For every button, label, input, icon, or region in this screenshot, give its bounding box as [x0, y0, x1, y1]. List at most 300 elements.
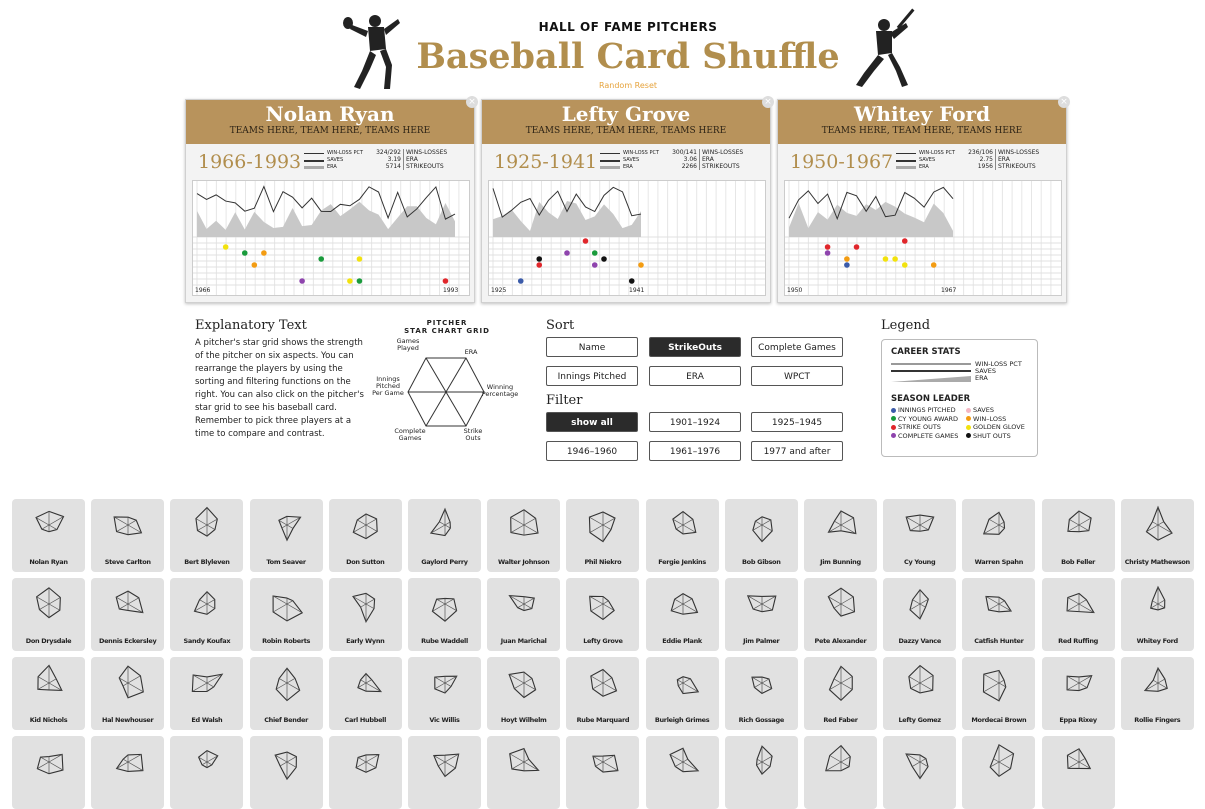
pitcher-name: Don Sutton — [346, 558, 385, 566]
pitcher-star-tile[interactable] — [329, 657, 402, 730]
chart-mark — [629, 278, 635, 284]
chart-mark — [844, 256, 850, 262]
pitcher-star-tile[interactable] — [170, 578, 243, 651]
star-grid-icon — [821, 584, 861, 624]
pitcher-star-tile[interactable] — [1042, 499, 1115, 572]
chart-mark — [592, 262, 598, 268]
card-label-wl: WINS-LOSSES — [702, 149, 744, 156]
pitcher-star-tile[interactable] — [1042, 578, 1115, 651]
star-grid-icon — [29, 505, 69, 545]
pitcher-star-tile[interactable] — [1042, 657, 1115, 730]
chart-start-year: 1950 — [787, 287, 803, 294]
card-label-so: STRIKEOUTS — [702, 163, 740, 170]
close-icon[interactable]: × — [1058, 96, 1070, 108]
pitcher-star-tile[interactable] — [408, 657, 481, 730]
pitcher-name: Bob Gibson — [742, 558, 781, 566]
pitcher-name: Phil Niekro — [584, 558, 622, 566]
card-stats — [778, 144, 1066, 178]
legend-item — [891, 432, 958, 440]
pitcher-star-tile[interactable] — [408, 578, 481, 651]
pitcher-star-tile[interactable] — [91, 499, 164, 572]
chart-mark — [357, 278, 363, 284]
card-legend-winloss: WIN-LOSS PCT — [919, 150, 956, 156]
card-header — [482, 100, 770, 144]
label-winning-percentage: Winning Percentage — [481, 383, 519, 398]
legend-item-label: SHUT OUTS — [973, 431, 1011, 440]
card-player-name: Nolan Ryan — [265, 102, 395, 126]
legend-item — [891, 423, 941, 431]
pitcher-star-tile[interactable] — [250, 499, 323, 572]
legend-saves: SAVES — [975, 367, 996, 375]
pitcher-star-tile[interactable] — [883, 736, 956, 809]
star-chart-grid-diagram — [372, 318, 522, 458]
pitcher-star-tile[interactable] — [725, 657, 798, 730]
star-grid-icon — [425, 584, 465, 624]
pitcher-name: Hal Newhouser — [101, 716, 154, 724]
explanatory-title: Explanatory Text — [195, 318, 307, 333]
card-teams: TEAMS HERE, TEAM HERE, TEAMS HERE — [525, 126, 727, 136]
pitcher-star-tile[interactable] — [12, 657, 85, 730]
chart-start-year: 1925 — [491, 287, 507, 294]
star-grid-icon — [267, 584, 307, 624]
chart-start-year: 1966 — [195, 287, 211, 294]
close-icon[interactable]: × — [466, 96, 478, 108]
pitcher-name: Juan Marichal — [500, 637, 547, 645]
star-grid-subtitle: STAR CHART GRID — [404, 327, 490, 335]
pitcher-star-tile[interactable] — [1121, 578, 1194, 651]
star-grid-icon — [821, 505, 861, 545]
pitcher-star-tile[interactable] — [646, 578, 719, 651]
pitcher-name: Chief Bender — [264, 716, 308, 724]
star-grid-icon — [267, 505, 307, 545]
star-grid-icon — [108, 663, 148, 703]
chart-mark — [789, 202, 953, 237]
star-grid-icon — [29, 663, 69, 703]
pitcher-name: Christy Mathewson — [1124, 558, 1190, 566]
pitcher-star-tile[interactable] — [566, 736, 639, 809]
card-legend-era: ERA — [919, 164, 929, 170]
season-leader-heading: SEASON LEADER — [891, 394, 971, 404]
chart-mark — [844, 262, 850, 268]
star-grid-icon — [108, 584, 148, 624]
pitcher-star-tile[interactable] — [883, 578, 956, 651]
star-grid-icon — [583, 663, 623, 703]
card-value-wl: 236/106 — [968, 149, 993, 156]
card-legend-saves: SAVES — [623, 157, 640, 163]
star-grid-icon — [742, 584, 782, 624]
star-grid-icon — [1059, 742, 1099, 782]
sort-button[interactable]: ERA — [649, 366, 741, 386]
pitcher-name: Bert Blyleven — [184, 558, 230, 566]
star-grid-icon — [663, 742, 703, 782]
card-value-wl: 300/141 — [672, 149, 697, 156]
label-era: ERA — [464, 348, 478, 356]
pitcher-star-tile[interactable] — [91, 736, 164, 809]
pitcher-name: Red Faber — [823, 716, 858, 724]
pitcher-name: Carl Hubbell — [344, 716, 387, 724]
pitcher-star-tile[interactable] — [487, 657, 560, 730]
star-grid-icon — [742, 505, 782, 545]
career-chart — [192, 180, 470, 296]
career-lines-icon — [891, 360, 971, 386]
chart-mark — [583, 238, 589, 244]
legend-item-label: GOLDEN GLOVE — [973, 423, 1025, 431]
pitcher-star-tile[interactable] — [12, 578, 85, 651]
career-chart — [488, 180, 766, 296]
card-legend-era: ERA — [623, 164, 633, 170]
pitcher-name: Hoyt Wilhelm — [500, 716, 547, 724]
chart-end-year: 1993 — [443, 287, 459, 294]
baseball-card[interactable] — [777, 99, 1067, 303]
chart-mark — [931, 262, 937, 268]
career-chart-svg — [193, 181, 469, 295]
chart-mark — [892, 256, 898, 262]
chart-mark — [592, 250, 598, 256]
pitcher-name: Mordecai Brown — [971, 716, 1027, 724]
card-player-name: Whitey Ford — [853, 102, 991, 126]
label-strike-outs: Strike Outs — [463, 427, 483, 442]
chart-mark — [347, 278, 353, 284]
chart-mark — [299, 278, 305, 284]
sort-button[interactable]: Innings Pitched — [546, 366, 638, 386]
star-grid-icon — [425, 663, 465, 703]
star-grid-icon — [267, 742, 307, 782]
card-teams: TEAMS HERE, TEAM HERE, TEAMS HERE — [821, 126, 1023, 136]
card-legend-era: ERA — [327, 164, 337, 170]
pitcher-star-tile[interactable] — [12, 736, 85, 809]
filter-button[interactable]: 1977 and after — [751, 441, 843, 461]
pitcher-name: Rich Gossage — [738, 716, 784, 724]
legend-dot-icon — [966, 425, 971, 430]
star-grid-icon — [1138, 584, 1178, 624]
legend-dot-icon — [891, 408, 896, 413]
pitcher-name: Jim Bunning — [820, 558, 861, 566]
chart-end-year: 1941 — [629, 287, 645, 294]
pitcher-name: Red Ruffing — [1058, 637, 1098, 645]
pitcher-star-tile[interactable] — [804, 736, 877, 809]
label-innings-pitched: Innings Pitched Per Game — [372, 375, 404, 397]
pitcher-star-tile[interactable] — [646, 499, 719, 572]
filter-button[interactable]: show all — [546, 412, 638, 432]
legend-item-label: WIN–LOSS — [973, 414, 1007, 423]
pitcher-star-tile[interactable] — [646, 657, 719, 730]
legend-dot-icon — [891, 416, 896, 421]
pitcher-star-tile[interactable] — [883, 499, 956, 572]
pitcher-star-tile[interactable] — [170, 499, 243, 572]
card-years: 1950-1967 — [790, 151, 894, 173]
card-header — [186, 100, 474, 144]
card-years: 1925-1941 — [494, 151, 598, 173]
pitcher-star-tile[interactable] — [329, 578, 402, 651]
chart-mark — [825, 244, 831, 250]
card-values — [371, 149, 404, 170]
chart-mark — [854, 244, 860, 250]
chart-mark — [252, 262, 258, 268]
pitcher-star-tile[interactable] — [408, 736, 481, 809]
card-label-so: STRIKEOUTS — [998, 163, 1036, 170]
pitcher-star-tile[interactable] — [487, 499, 560, 572]
chart-mark — [536, 256, 542, 262]
chart-end-year: 1967 — [941, 287, 957, 294]
label-games-played: Games Played — [396, 337, 420, 352]
pitcher-star-tile[interactable] — [804, 657, 877, 730]
pitcher-star-tile[interactable] — [329, 736, 402, 809]
legend-item — [966, 432, 1011, 440]
card-legend — [896, 150, 955, 171]
star-grid-icon — [346, 663, 386, 703]
card-value-labels — [998, 149, 1039, 170]
star-grid-icon — [663, 584, 703, 624]
hexagon-grid-icon — [406, 356, 486, 428]
star-grid-icon — [504, 742, 544, 782]
star-grid-icon — [187, 742, 227, 782]
career-chart — [784, 180, 1062, 296]
pitcher-star-tile[interactable] — [91, 657, 164, 730]
legend-dot-icon — [891, 425, 896, 430]
pitcher-star-tile[interactable] — [962, 578, 1035, 651]
pitcher-star-tile[interactable] — [962, 499, 1035, 572]
card-player-name: Lefty Grove — [561, 102, 691, 126]
star-grid-icon — [979, 505, 1019, 545]
legend-item-label: COMPLETE GAMES — [898, 431, 959, 440]
chart-mark — [902, 238, 908, 244]
star-grid-icon — [1059, 505, 1099, 545]
star-grid-icon — [267, 663, 307, 703]
star-grid-icon — [29, 584, 69, 624]
star-grid-icon — [504, 663, 544, 703]
pitcher-star-tile[interactable] — [725, 578, 798, 651]
filter-button[interactable]: 1946–1960 — [546, 441, 638, 461]
card-value-so: 5714 — [385, 163, 401, 170]
pitcher-name: Rube Waddell — [421, 637, 468, 645]
pitcher-name: Fergie Jenkins — [658, 558, 706, 566]
chart-mark — [443, 278, 449, 284]
card-label-era: ERA — [998, 156, 1010, 163]
sort-button[interactable]: Complete Games — [751, 337, 843, 357]
star-grid-icon — [742, 742, 782, 782]
career-chart-svg — [489, 181, 765, 295]
star-grid-icon — [979, 584, 1019, 624]
sort-button[interactable]: StrikeOuts — [649, 337, 741, 357]
card-legend-winloss: WIN-LOSS PCT — [327, 150, 364, 156]
pitcher-name: Don Drysdale — [25, 637, 72, 645]
legend-item — [891, 415, 958, 423]
pitcher-name: Lefty Grove — [583, 637, 623, 645]
pitcher-star-tile[interactable] — [883, 657, 956, 730]
pitcher-name: Lefty Gomez — [898, 716, 941, 724]
pitcher-name: Nolan Ryan — [29, 558, 68, 566]
page-title: Baseball Card Shuffle — [416, 36, 840, 77]
chart-mark — [638, 262, 644, 268]
pitcher-name: Vic Willis — [429, 716, 460, 724]
star-grid-icon — [504, 584, 544, 624]
pitcher-star-tile[interactable] — [725, 499, 798, 572]
card-value-labels — [406, 149, 447, 170]
chart-mark — [564, 250, 570, 256]
close-icon[interactable]: × — [762, 96, 774, 108]
explanatory-text: A pitcher's star grid shows the strength of the pitcher on six aspects. You can rearrange the players by using the sorting and filtering functions on the right. You can also click on the pitcher's star grid to see his baseball card. Remember to pick three players at a time to compare and contrast. — [195, 338, 364, 439]
legend-dot-icon — [966, 408, 971, 413]
pitcher-star-tile[interactable] — [170, 736, 243, 809]
legend-dot-icon — [966, 416, 971, 421]
sort-button[interactable]: Name — [546, 337, 638, 357]
page-subtitle: HALL OF FAME PITCHERS — [538, 20, 718, 34]
pitcher-name: Catfish Hunter — [974, 637, 1024, 645]
card-legend-saves: SAVES — [919, 157, 936, 163]
pitcher-star-tile[interactable] — [408, 499, 481, 572]
pitcher-star-tile[interactable] — [566, 499, 639, 572]
star-grid-icon — [187, 505, 227, 545]
legend-item-label: STRIKE OUTS — [898, 423, 941, 431]
pitcher-name: Ed Walsh — [191, 716, 223, 724]
pitcher-star-tile[interactable] — [804, 499, 877, 572]
pitcher-name: Pete Alexander — [814, 637, 867, 645]
chart-mark — [883, 256, 889, 262]
star-grid-icon — [900, 663, 940, 703]
star-grid-icon — [29, 742, 69, 782]
star-grid-icon — [821, 663, 861, 703]
pitcher-star-tile[interactable] — [1121, 657, 1194, 730]
pitcher-name: Rollie Fingers — [1134, 716, 1181, 724]
pitcher-name: Tom Seaver — [266, 558, 306, 566]
star-grid-icon — [108, 742, 148, 782]
pitcher-star-tile[interactable] — [487, 578, 560, 651]
star-grid-icon — [504, 505, 544, 545]
star-grid-icon — [900, 505, 940, 545]
card-stats — [482, 144, 770, 178]
random-reset-link[interactable]: Random Reset — [598, 81, 657, 90]
pitcher-star-tile[interactable] — [170, 657, 243, 730]
pitcher-star-tile[interactable] — [725, 736, 798, 809]
filter-button[interactable]: 1961–1976 — [649, 441, 741, 461]
star-grid-icon — [1138, 663, 1178, 703]
chart-mark — [223, 244, 229, 250]
star-grid-icon — [900, 584, 940, 624]
pitcher-name: Eppa Rixey — [1059, 716, 1097, 724]
card-legend-winloss: WIN-LOSS PCT — [623, 150, 660, 156]
star-grid-icon — [346, 742, 386, 782]
star-grid-icon — [425, 505, 465, 545]
card-label-so: STRIKEOUTS — [406, 163, 444, 170]
pitcher-name: Dennis Eckersley — [98, 637, 157, 645]
star-grid-icon — [1059, 584, 1099, 624]
star-grid-icon — [979, 742, 1019, 782]
star-grid-icon — [425, 742, 465, 782]
card-years: 1966-1993 — [198, 151, 302, 173]
card-value-era: 3.19 — [387, 156, 401, 163]
legend-dot-icon — [891, 433, 896, 438]
pitcher-star-tile[interactable] — [91, 578, 164, 651]
card-header — [778, 100, 1066, 144]
chart-mark — [902, 262, 908, 268]
pitcher-name: Burleigh Grimes — [654, 716, 710, 724]
legend-item — [891, 406, 956, 414]
star-grid-icon — [346, 505, 386, 545]
legend-item — [966, 415, 1006, 423]
star-grid-icon — [979, 663, 1019, 703]
card-value-era: 3.06 — [683, 156, 697, 163]
pitcher-star-tile[interactable] — [962, 657, 1035, 730]
star-grid-icon — [821, 742, 861, 782]
career-chart-svg — [785, 181, 1061, 295]
sort-title: Sort — [546, 318, 575, 333]
pitcher-star-tile[interactable] — [566, 657, 639, 730]
card-label-era: ERA — [702, 156, 714, 163]
star-grid-icon — [583, 505, 623, 545]
card-legend — [600, 150, 659, 171]
pitcher-name: Eddie Plank — [662, 637, 702, 645]
pitcher-star-tile[interactable] — [804, 578, 877, 651]
chart-mark — [318, 256, 324, 262]
label-complete-games: Complete Games — [394, 427, 426, 442]
star-grid-icon — [346, 584, 386, 624]
chart-mark — [518, 278, 524, 284]
pitcher-star-tile[interactable] — [329, 499, 402, 572]
pitcher-star-tile[interactable] — [250, 657, 323, 730]
career-stats-heading: CAREER STATS — [891, 347, 961, 357]
pitcher-star-tile[interactable] — [962, 736, 1035, 809]
pitcher-star-tile[interactable] — [250, 578, 323, 651]
star-grid-icon — [187, 663, 227, 703]
card-legend — [304, 150, 363, 171]
chart-mark — [261, 250, 267, 256]
star-grid-icon — [663, 663, 703, 703]
card-values — [667, 149, 700, 170]
baseball-card[interactable] — [481, 99, 771, 303]
star-grid-icon — [583, 742, 623, 782]
card-value-wl: 324/292 — [376, 149, 401, 156]
star-grid-title: PITCHER — [426, 319, 468, 327]
legend-item — [966, 406, 994, 414]
filter-button[interactable]: 1925–1945 — [751, 412, 843, 432]
card-teams: TEAMS HERE, TEAM HERE, TEAMS HERE — [229, 126, 431, 136]
pitcher-star-tile[interactable] — [250, 736, 323, 809]
pitcher-star-tile[interactable] — [566, 578, 639, 651]
legend-title: Legend — [881, 318, 931, 333]
pitcher-star-tile[interactable] — [1042, 736, 1115, 809]
card-label-wl: WINS-LOSSES — [998, 149, 1040, 156]
chart-mark — [536, 262, 542, 268]
legend-era: ERA — [975, 374, 988, 382]
pitcher-name: Dazzy Vance — [898, 637, 941, 645]
pitcher-star-tile[interactable] — [487, 736, 560, 809]
card-value-labels — [702, 149, 743, 170]
star-grid-icon — [900, 742, 940, 782]
pitcher-name: Cy Young — [904, 558, 936, 566]
pitcher-name: Bob Feller — [1061, 558, 1096, 566]
pitcher-name: Warren Spahn — [974, 558, 1024, 566]
card-value-so: 2266 — [681, 163, 697, 170]
card-value-so: 1956 — [977, 163, 993, 170]
chart-mark — [242, 250, 248, 256]
sort-button[interactable]: WPCT — [751, 366, 843, 386]
pitcher-star-tile[interactable] — [1121, 499, 1194, 572]
pitcher-name: Walter Johnson — [497, 558, 550, 566]
legend-item-label: INNINGS PITCHED — [898, 406, 956, 414]
chart-mark — [825, 250, 831, 256]
pitcher-name: Rube Marquard — [576, 716, 630, 724]
filter-button[interactable]: 1901–1924 — [649, 412, 741, 432]
pitcher-star-tile[interactable] — [12, 499, 85, 572]
card-legend-saves: SAVES — [327, 157, 344, 163]
pitcher-name: Early Wynn — [346, 637, 385, 645]
pitcher-star-tile[interactable] — [646, 736, 719, 809]
baseball-card[interactable] — [185, 99, 475, 303]
legend-item — [966, 423, 1025, 431]
legend-dot-icon — [966, 433, 971, 438]
pitcher-name: Sandy Koufax — [183, 637, 231, 645]
card-label-era: ERA — [406, 156, 418, 163]
